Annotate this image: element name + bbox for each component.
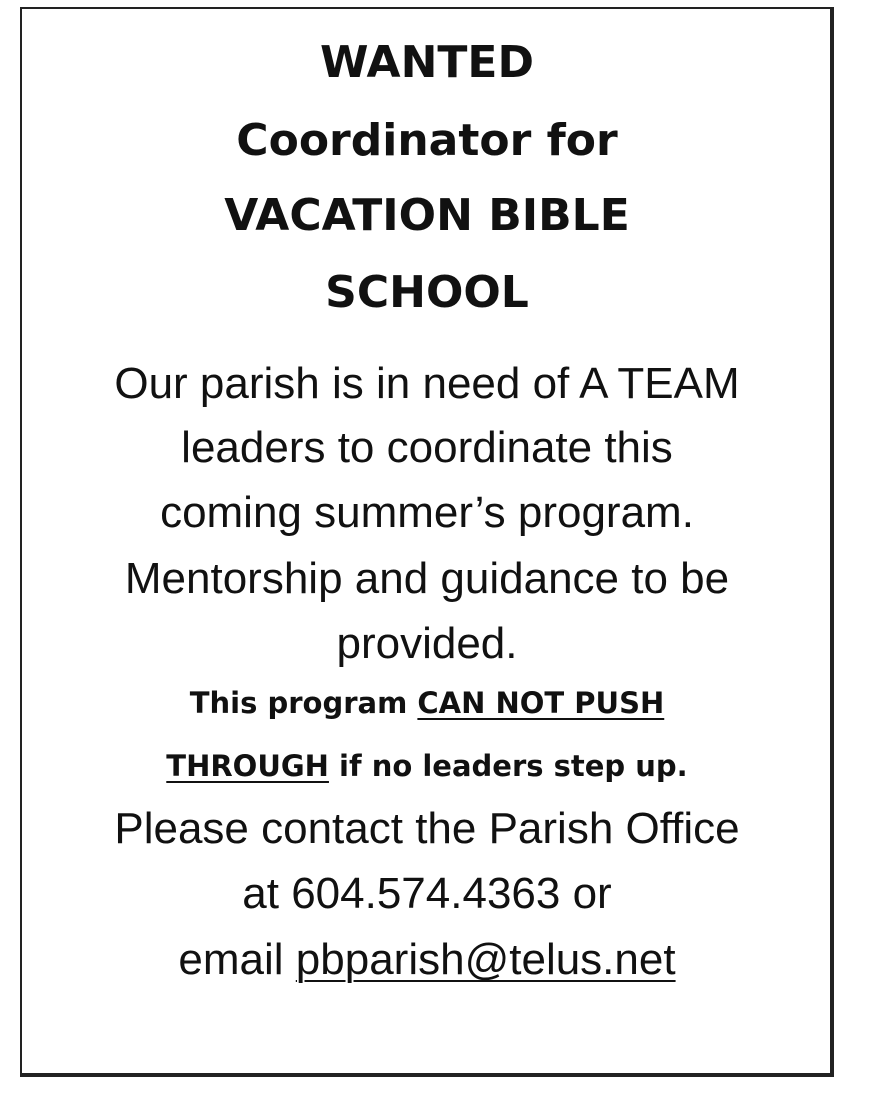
body-line-5: provided.	[336, 619, 518, 668]
warning-line-2	[22, 746, 832, 786]
warning-emphasis-2: THROUGH	[166, 749, 329, 783]
body-line-1: Our parish is in need of A TEAM	[114, 359, 740, 408]
contact-line-2: at 604.574.4363 or	[242, 869, 612, 918]
heading-vacation-bible: VACATION BIBLE	[224, 190, 630, 241]
notice-box	[20, 7, 834, 1077]
body-line-3: coming summer’s program.	[160, 488, 694, 537]
warning-prefix: This program	[189, 686, 418, 720]
body-line-2: leaders to coordinate this	[181, 423, 673, 472]
heading-wanted: WANTED	[319, 37, 535, 88]
body-line-4: Mentorship and guidance to be	[124, 554, 730, 603]
email-link[interactable]: pbparish@telus.net	[295, 935, 676, 984]
heading-school: SCHOOL	[325, 267, 529, 318]
warning-emphasis-1: CAN NOT PUSH	[417, 686, 665, 720]
heading-coordinator: Coordinator for	[236, 115, 618, 166]
warning-line-1	[22, 683, 832, 723]
contact-line-3	[22, 932, 832, 988]
email-prefix: email	[178, 935, 296, 984]
warning-suffix: if no leaders step up.	[328, 749, 688, 783]
contact-line-1: Please contact the Parish Office	[114, 804, 740, 853]
